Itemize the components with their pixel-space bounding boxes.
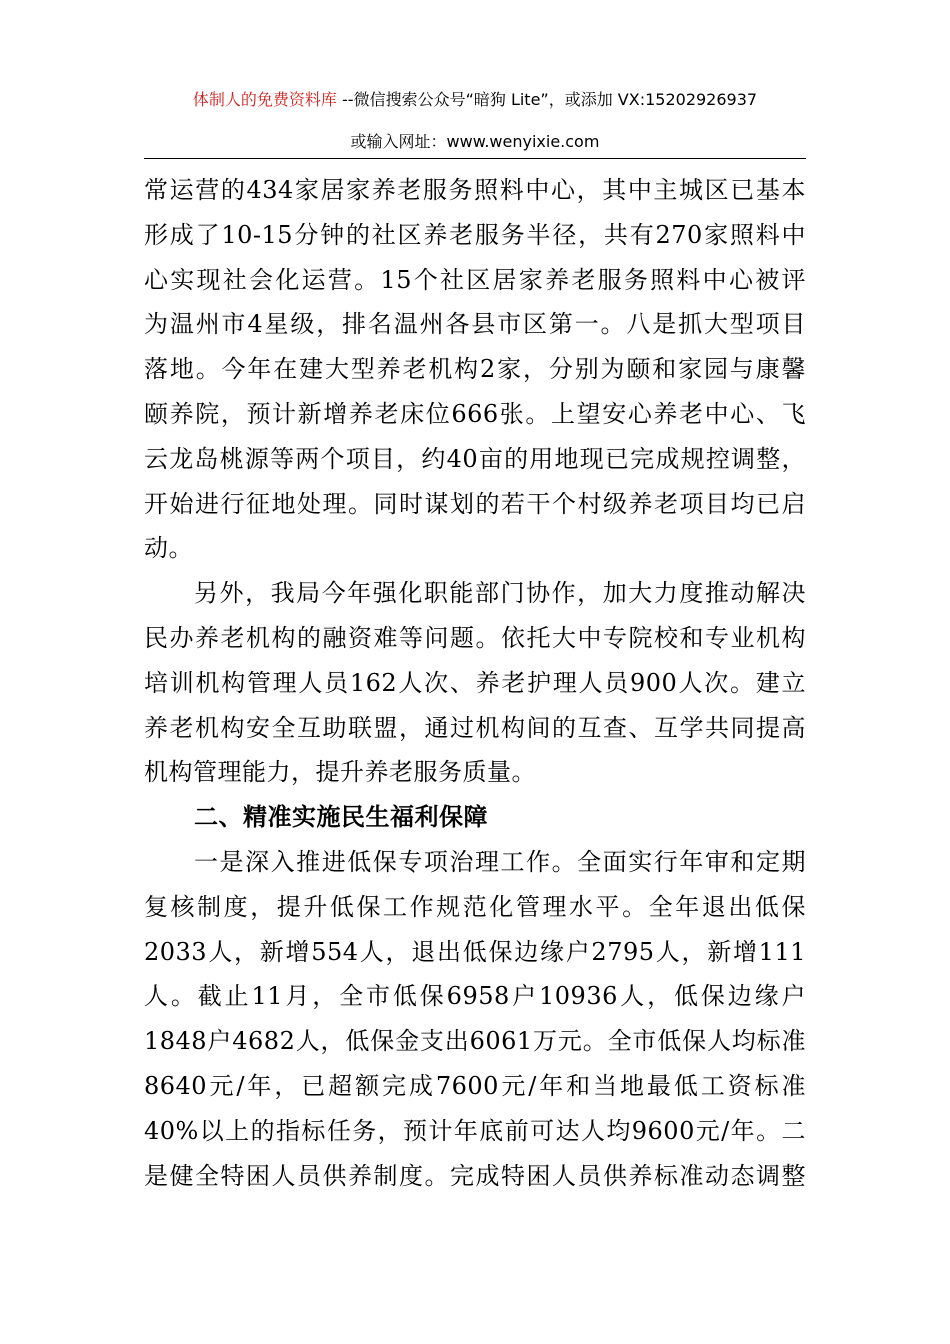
text-line: 云龙岛桃源等两个项目，约40亩的用地现已完成规控调整，: [144, 444, 806, 473]
header-brand: 体制人的免费资料库: [192, 90, 337, 109]
text-line: 1848户4682人，低保金支出6061万元。全市低保人均标准: [144, 1027, 806, 1056]
text-line: 40%以上的指标任务，预计年底前可达人均9600元/年。二: [144, 1116, 806, 1145]
text-line: 机构管理能力，提升养老服务质量。: [144, 758, 536, 787]
text-line: 为温州市4星级，排名温州各县市区第一。八是抓大型项目: [144, 310, 806, 339]
document-body: [144, 168, 806, 1198]
text-line: 养老机构安全互助联盟，通过机构间的互查、互学共同提高: [144, 713, 806, 742]
text-line: 复核制度，提升低保工作规范化管理水平。全年退出低保: [144, 892, 806, 921]
text-line: 落地。今年在建大型养老机构2家，分别为颐和家园与康馨: [144, 355, 806, 384]
section-heading: 二、精准实施民生福利保障: [194, 803, 488, 832]
text-line: 8640元/年，已超额完成7600元/年和当地最低工资标准: [144, 1071, 806, 1100]
text-line: 一是深入推进低保专项治理工作。全面实行年审和定期: [194, 847, 806, 876]
text-line: 2033人，新增554人，退出低保边缘户2795人，新增111: [144, 937, 806, 966]
text-line: 培训机构管理人员162人次、养老护理人员900人次。建立: [144, 668, 806, 697]
text-line: 人。截止11月，全市低保6958户10936人，低保边缘户: [144, 982, 806, 1011]
header-website: 或输入网址：www.wenyixie.com: [350, 132, 600, 151]
text-line: 是健全特困人员供养制度。完成特困人员供养标准动态调整: [144, 1161, 806, 1190]
text-line: 动。: [144, 534, 193, 563]
text-line: 颐养院，预计新增养老床位666张。上望安心养老中心、飞: [144, 399, 806, 428]
header-info: --微信搜索公众号“暗狗 Lite”，或添加 VX:15202926937: [336, 90, 758, 109]
text-line: 常运营的434家居家养老服务照料中心，其中主城区已基本: [144, 176, 806, 204]
text-line: 开始进行征地处理。同时谋划的若干个村级养老项目均已启: [144, 489, 806, 518]
text-line: 民办养老机构的融资难等问题。依托大中专院校和专业机构: [144, 623, 806, 652]
text-line: 另外，我局今年强化职能部门协作，加大力度推动解决: [194, 579, 806, 608]
text-line: 心实现社会化运营。15个社区居家养老服务照料中心被评: [144, 265, 806, 294]
text-line: 形成了10-15分钟的社区养老服务半径，共有270家照料中: [144, 220, 806, 249]
header-divider: [144, 158, 806, 159]
page-header: [0, 88, 950, 112]
